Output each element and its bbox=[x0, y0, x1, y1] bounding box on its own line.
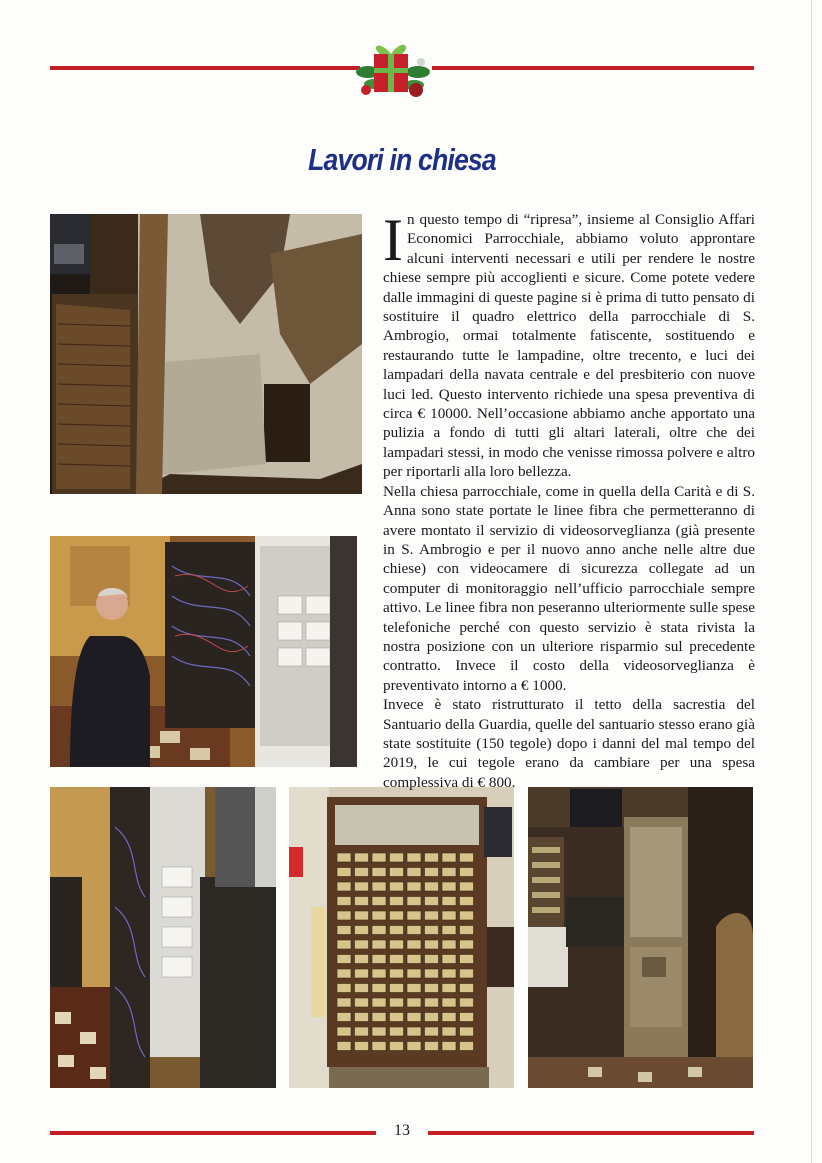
photo-old-switchboard bbox=[289, 787, 514, 1088]
photo-man-electrical-cabinet bbox=[50, 536, 357, 767]
drop-cap: I bbox=[383, 207, 403, 273]
top-rule-left bbox=[50, 66, 360, 70]
article-paragraph-2: Nella chiesa parrocchiale, come in quella della Carità e di S. Anna sono state portate le linee fibra che permetteranno di avere montato il servizio di videosorveglianza (già presente in S. Ambrogio e per il nuovo anno anche nelle altre due chiese) con videocamere di sicurezza collegate ad un computer di monitoraggio nell’ufficio parrocchiale sempre attivo. Le linee fibra non peseranno ulteriormente sulle spese telefoniche perché con questo servizio è stata rivista la nostra posizione con un ulteriore risparmio sul precedente contratto. Invece il costo della videosorveglianza è preventivato intorno a € 1000. bbox=[383, 482, 755, 694]
article-title: Lavori in chiesa bbox=[308, 142, 496, 177]
article-paragraph-3: Invece è stato ristrutturato il tetto della sacrestia del Santuario della Guardia, quelle del santuario stesso erano già state sostituite (150 tegole) dopo i danni del mal tempo del 2019, le cui tegole erano da cambiare per una spesa complessiva di € 800. bbox=[383, 696, 755, 791]
page-number: 13 bbox=[394, 1122, 410, 1139]
photo-empty-cabinet-room bbox=[528, 787, 753, 1088]
photo-open-cabinet-wiring bbox=[50, 787, 276, 1088]
bottom-rule-left bbox=[50, 1131, 376, 1135]
article-body bbox=[383, 207, 755, 792]
christmas-gift-icon bbox=[354, 32, 432, 102]
page-edge bbox=[811, 0, 812, 1163]
bottom-rule-right bbox=[428, 1131, 754, 1135]
photo-wall-panel bbox=[50, 214, 362, 494]
top-rule-right bbox=[432, 66, 754, 70]
article-paragraph-1: n questo tempo di “ripresa”, insieme al Consiglio Affari Economici Parrocchiale, abbiamo voluto approntare alcuni interventi necessari e utili per rendere le nostre chiese sempre più accoglienti e sicure. Come potete vedere dalle immagini di queste pagine si è prima di tutto pensato di sostituire il quadro elettrico della parrocchiale di S. Ambrogio, ormai totalmente fatiscente, sostituendo e restaurando tutte le lampadine, oltre trecento, e luci dei lampadari della navata centrale e del presbiterio con nuove luci led. Questo intervento richiede una spesa preventiva di circa € 10000. Nell’occasione abbiamo anche apportato una pulizia a fondo di tutti gli altari laterali, oltre che dei lampadari stessi, in modo che venisse rimossa polvere e altro per riportarli alla loro bellezza. bbox=[383, 211, 755, 481]
